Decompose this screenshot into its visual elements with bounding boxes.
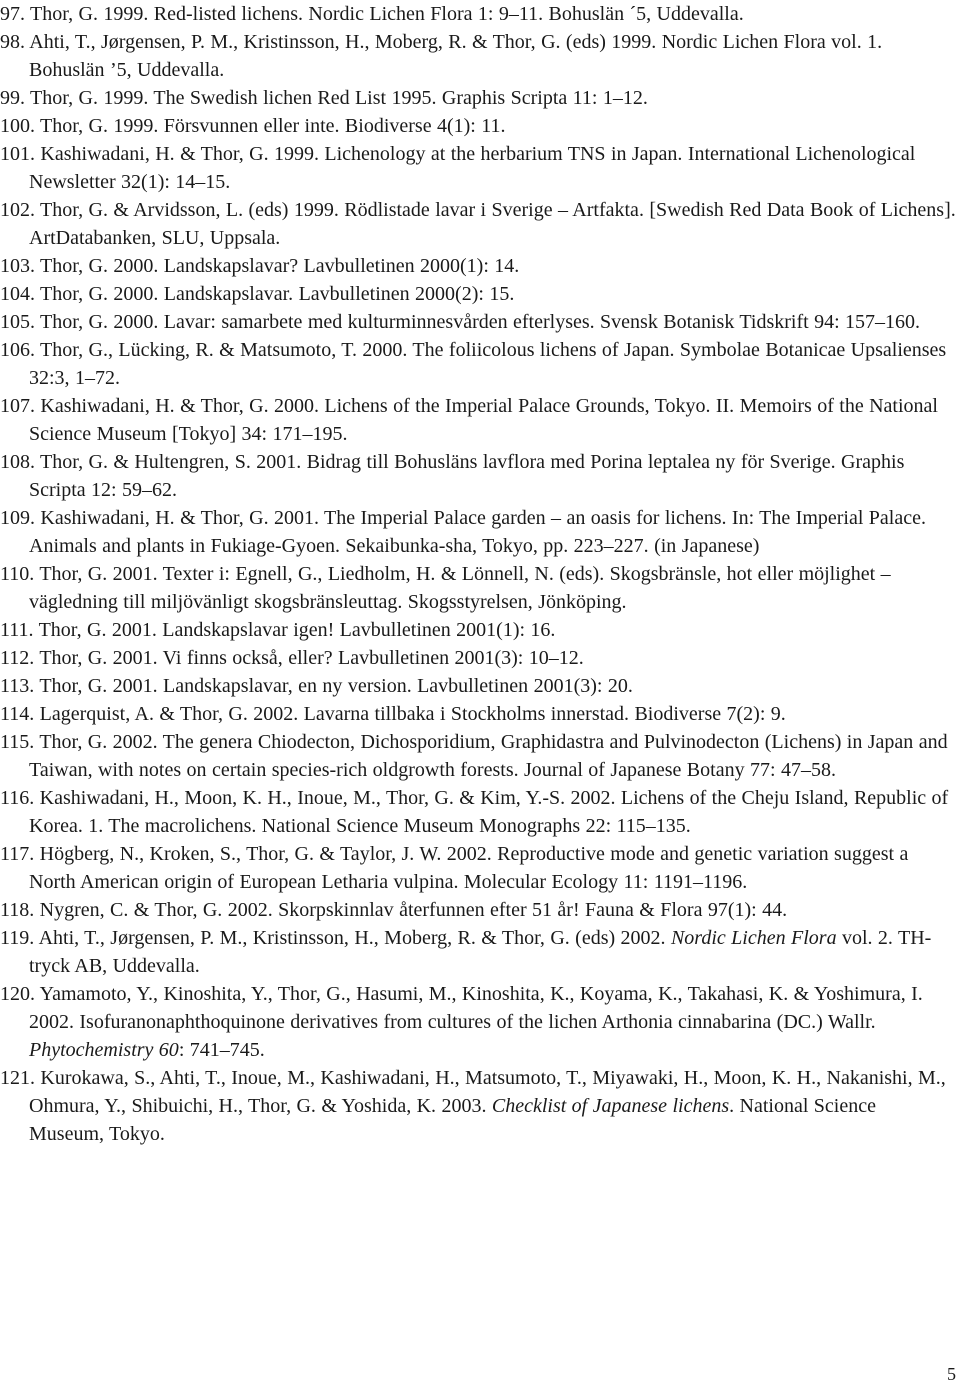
reference-text: Nygren, C. & Thor, G. 2002. Skorpskinnlav återfunnen efter 51 år! Fauna & Flora 97(1): 44. (39, 899, 788, 921)
reference-text: Thor, G. & Hultengren, S. 2001. Bidrag till Bohusläns lavflora med Porina leptalea ny för Sverige. Graphis Scripta 12: 59–62. (29, 451, 905, 501)
page-number: 5 (947, 1364, 956, 1384)
reference-text-end: . National Science Museum, Tokyo. (29, 1095, 876, 1145)
reference-number: 109. (0, 507, 35, 529)
reference-text: Högberg, N., Kroken, S., Thor, G. & Taylor, J. W. 2002. Reproductive mode and genetic variation suggest a North American origin of European Letharia vulpina. Molecular Ecology 11: 1191–1196. (29, 843, 909, 893)
reference-item (0, 448, 956, 504)
reference-number: 117. (0, 843, 35, 865)
reference-number: 120. (0, 983, 35, 1005)
reference-item (0, 560, 956, 616)
reference-text: Thor, G. 2000. Lavar: samarbete med kulturminnesvården efterlyses. Svensk Botanisk Tidskrift 94: 157–160. (40, 311, 921, 333)
reference-number: 107. (0, 395, 35, 417)
reference-number: 99. (0, 87, 25, 109)
reference-item (0, 252, 956, 280)
reference-number: 114. (0, 703, 35, 725)
reference-text-end: vol. 2. TH-tryck AB, Uddevalla. (29, 927, 932, 977)
reference-text: Thor, G. 2000. Landskapslavar? Lavbulletinen 2000(1): 14. (40, 255, 520, 277)
reference-number: 116. (0, 787, 35, 809)
reference-text: Kashiwadani, H. & Thor, G. 2000. Lichens of the Imperial Palace Grounds, Tokyo. II. Memoirs of the National Science Museum [Tokyo] 34: 171–195. (29, 395, 938, 445)
reference-number: 103. (0, 255, 35, 277)
reference-item (0, 672, 956, 700)
reference-item (0, 336, 956, 392)
reference-number: 115. (0, 731, 35, 753)
reference-text: Kashiwadani, H. & Thor, G. 1999. Lichenology at the herbarium TNS in Japan. International Lichenological Newsletter 32(1): 14–15. (29, 143, 916, 193)
reference-item (0, 196, 956, 252)
reference-number: 101. (0, 143, 35, 165)
reference-text: Kashiwadani, H., Moon, K. H., Inoue, M., Thor, G. & Kim, Y.-S. 2002. Lichens of the Cheju Island, Republic of Korea. 1. The macrolichens. National Science Museum Monographs 22: 115–135. (29, 787, 949, 837)
reference-text: Thor, G. 2001. Vi finns också, eller? Lavbulletinen 2001(3): 10–12. (39, 647, 584, 669)
reference-text: Thor, G. 1999. Red-listed lichens. Nordic Lichen Flora 1: 9–11. Bohuslän ´5, Uddevalla. (30, 3, 744, 25)
reference-text: Ahti, T., Jørgensen, P. M., Kristinsson, H., Moberg, R. & Thor, G. (eds) 1999. Nordic Lichen Flora vol. 1. Bohuslän ’5, Uddevalla. (29, 31, 883, 81)
reference-text: Kashiwadani, H. & Thor, G. 2001. The Imperial Palace garden – an oasis for lichens. In: The Imperial Palace. Animals and plants in Fukiage-Gyoen. Sekaibunka-sha, Tokyo, pp. 223–227. (in Japanese) (29, 507, 926, 557)
reference-number: 112. (0, 647, 35, 669)
reference-item (0, 700, 956, 728)
reference-item (0, 784, 956, 840)
reference-number: 105. (0, 311, 35, 333)
reference-italic-title: Phytochemistry 60 (29, 1039, 179, 1061)
reference-number: 97. (0, 3, 25, 25)
reference-item (0, 280, 956, 308)
reference-number: 106. (0, 339, 35, 361)
reference-item (0, 28, 956, 84)
reference-text: Thor, G. 2001. Landskapslavar igen! Lavbulletinen 2001(1): 16. (38, 619, 556, 641)
reference-number: 98. (0, 31, 25, 53)
reference-number: 121. (0, 1067, 35, 1089)
reference-item (0, 84, 956, 112)
reference-item (0, 392, 956, 448)
reference-number: 102. (0, 199, 35, 221)
reference-text: Kurokawa, S., Ahti, T., Inoue, M., Kashiwadani, H., Matsumoto, T., Miyawaki, H., Moon, K. H., Nakanishi, M., Ohmura, Y., Shibuichi, H., Thor, G. & Yoshida, K. 2003. (29, 1067, 946, 1117)
reference-number: 119. (0, 927, 35, 949)
reference-item (0, 644, 956, 672)
reference-item (0, 1064, 956, 1148)
reference-text: Lagerquist, A. & Thor, G. 2002. Lavarna tillbaka i Stockholms innerstad. Biodiverse 7(2): 9. (39, 703, 786, 725)
reference-text: Thor, G. 2002. The genera Chiodecton, Dichosporidium, Graphidastra and Pulvinodecton (Lichens) in Japan and Taiwan, with notes on certain species-rich oldgrowth forests. Journal of Japanese Botany 77: 47–58. (29, 731, 948, 781)
reference-text: Thor, G. 2000. Landskapslavar. Lavbulletinen 2000(2): 15. (40, 283, 515, 305)
reference-text: Thor, G. & Arvidsson, L. (eds) 1999. Rödlistade lavar i Sverige – Artfakta. [Swedish Red Data Book of Lichens]. ArtDatabanken, SLU, Uppsala. (29, 199, 956, 249)
reference-number: 104. (0, 283, 35, 305)
reference-italic-title: Nordic Lichen Flora (670, 927, 837, 949)
reference-item (0, 504, 956, 560)
reference-item (0, 840, 956, 896)
reference-item (0, 728, 956, 784)
reference-number: 113. (0, 675, 35, 697)
reference-text: Ahti, T., Jørgensen, P. M., Kristinsson, H., Moberg, R. & Thor, G. (eds) 2002. (38, 927, 671, 949)
reference-text: Thor, G. 1999. The Swedish lichen Red List 1995. Graphis Scripta 11: 1–12. (30, 87, 648, 109)
reference-text: Thor, G., Lücking, R. & Matsumoto, T. 2000. The foliicolous lichens of Japan. Symbolae Botanicae Upsalienses 32:3, 1–72. (29, 339, 947, 389)
reference-number: 110. (0, 563, 35, 585)
reference-item (0, 0, 956, 28)
reference-text: Yamamoto, Y., Kinoshita, Y., Thor, G., Hasumi, M., Kinoshita, K., Koyama, K., Takahasi, K. & Yoshimura, I. 2002. Isofuranonaphthoquinone derivatives from cultures of the lichen Arthonia cinnabarina (DC.) Wallr. (29, 983, 923, 1033)
reference-item (0, 616, 956, 644)
reference-item (0, 112, 956, 140)
reference-text: Thor, G. 2001. Texter i: Egnell, G., Liedholm, H. & Lönnell, N. (eds). Skogsbränsle, hot eller möjlighet – vägledning till miljövänligt skogsbränsleuttag. Skogsstyrelsen, Jönköping. (29, 563, 891, 613)
reference-text: Thor, G. 2001. Landskapslavar, en ny version. Lavbulletinen 2001(3): 20. (39, 675, 633, 697)
reference-number: 100. (0, 115, 35, 137)
reference-item (0, 308, 956, 336)
reference-item (0, 140, 956, 196)
reference-number: 108. (0, 451, 35, 473)
reference-item (0, 896, 956, 924)
reference-text: Thor, G. 1999. Försvunnen eller inte. Biodiverse 4(1): 11. (40, 115, 506, 137)
reference-italic-title: Checklist of Japanese lichens (491, 1095, 730, 1117)
reference-number: 111. (0, 619, 34, 641)
reference-text-end: : 741–745. (178, 1039, 265, 1061)
reference-item (0, 924, 956, 980)
reference-number: 118. (0, 899, 35, 921)
reference-item (0, 980, 956, 1064)
